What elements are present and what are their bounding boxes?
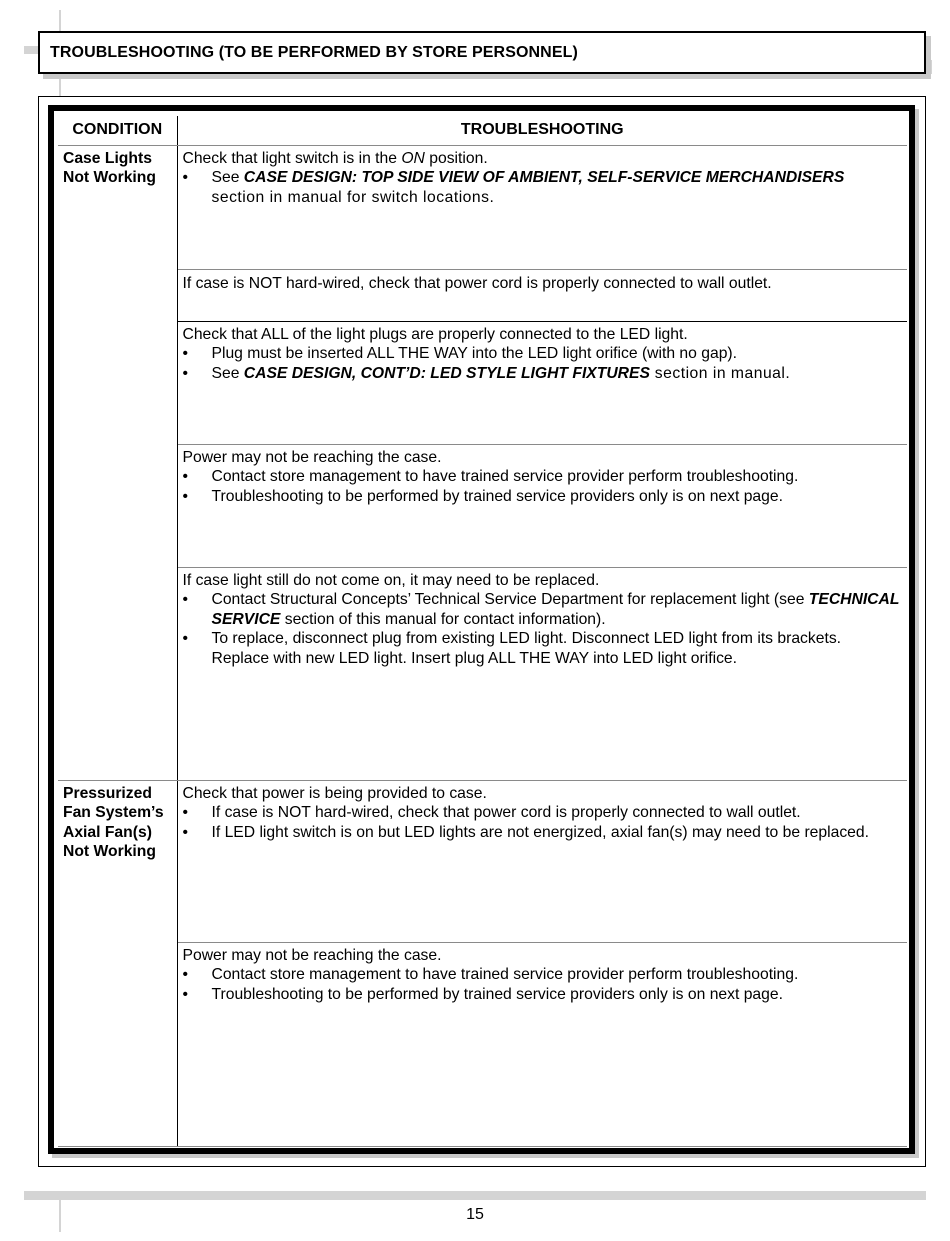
condition-cell: Case Lights Not Working	[58, 145, 177, 269]
bullet-item: • If LED light switch is on but LED lights are not energized, axial fan(s) may need to be replaced.	[182, 823, 869, 841]
bullet-list	[183, 344, 903, 383]
bullet-item: • See CASE DESIGN: TOP SIDE VIEW OF AMBIENT, SELF-SERVICE MERCHANDISERS section in manual for switch locations.	[182, 169, 845, 206]
condition-cell	[58, 321, 177, 444]
table-row	[58, 269, 907, 321]
table-row	[58, 942, 907, 1146]
bullet-list	[183, 965, 903, 1004]
step-intro: If case light still do not come on, it may need to be replaced.	[182, 571, 600, 589]
condition-cell	[58, 567, 177, 780]
bullet-item: • To replace, disconnect plug from existing LED light. Disconnect LED light from its brackets. Replace with new LED light. Insert plug ALL THE WAY into LED light orifice.	[182, 630, 842, 667]
table-header-row	[58, 116, 907, 145]
bullet-list	[183, 590, 903, 668]
bullet-item: • Contact store management to have trained service provider perform troubleshooting.	[182, 468, 799, 486]
table-row	[58, 321, 907, 444]
step-intro: Check that light switch is in the ON position.	[182, 149, 488, 167]
column-header-troubleshooting: TROUBLESHOOTING	[177, 116, 907, 145]
troubleshooting-cell	[177, 942, 907, 1146]
troubleshooting-table	[58, 116, 907, 1147]
table-row	[58, 567, 907, 780]
decorative-rule-vertical-mid	[59, 74, 61, 98]
bullet-item: • Plug must be inserted ALL THE WAY into the LED light orifice (with no gap).	[182, 345, 737, 363]
page-number: 15	[466, 1206, 484, 1223]
condition-cell: Pressurized Fan System’s Axial Fan(s) Not Working	[58, 780, 177, 942]
section-title: TROUBLESHOOTING (TO BE PERFORMED BY STORE PERSONNEL)	[38, 31, 926, 74]
troubleshooting-cell	[177, 567, 907, 780]
table-row	[58, 780, 907, 942]
bullet-item: • Contact Structural Concepts’ Technical Service Department for replacement light (see TECHNICAL SERVICE section of this manual for contact information).	[182, 591, 900, 628]
bullet-list	[183, 467, 903, 506]
column-header-condition: CONDITION	[58, 116, 177, 145]
bullet-item: • Troubleshooting to be performed by trained service providers only is on next page.	[182, 985, 783, 1003]
bullet-list	[183, 168, 903, 207]
bullet-item: • Contact store management to have trained service provider perform troubleshooting.	[182, 966, 799, 984]
step-intro: Check that ALL of the light plugs are properly connected to the LED light.	[182, 325, 688, 343]
step-intro: If case is NOT hard-wired, check that power cord is properly connected to wall outlet.	[182, 274, 772, 292]
troubleshooting-cell	[177, 444, 907, 567]
step-intro: Power may not be reaching the case.	[182, 946, 442, 964]
troubleshooting-cell	[177, 321, 907, 444]
table-row	[58, 145, 907, 269]
condition-cell	[58, 444, 177, 567]
condition-cell	[58, 942, 177, 1146]
troubleshooting-cell	[177, 145, 907, 269]
troubleshooting-cell	[177, 780, 907, 942]
step-intro: Check that power is being provided to case.	[182, 784, 487, 802]
condition-cell	[58, 269, 177, 321]
bullet-item: • If case is NOT hard-wired, check that power cord is properly connected to wall outlet.	[182, 804, 801, 822]
bullet-item: • See CASE DESIGN, CONT’D: LED STYLE LIGHT FIXTURES section in manual.	[182, 364, 791, 382]
decorative-rule-right	[926, 60, 932, 74]
decorative-rule-bottom	[24, 1191, 926, 1200]
table-row	[58, 444, 907, 567]
bullet-list	[183, 803, 903, 842]
decorative-rule-vertical-top	[59, 10, 61, 32]
step-intro: Power may not be reaching the case.	[182, 448, 442, 466]
bullet-item: • Troubleshooting to be performed by trained service providers only is on next page.	[182, 487, 783, 505]
troubleshooting-cell	[177, 269, 907, 321]
